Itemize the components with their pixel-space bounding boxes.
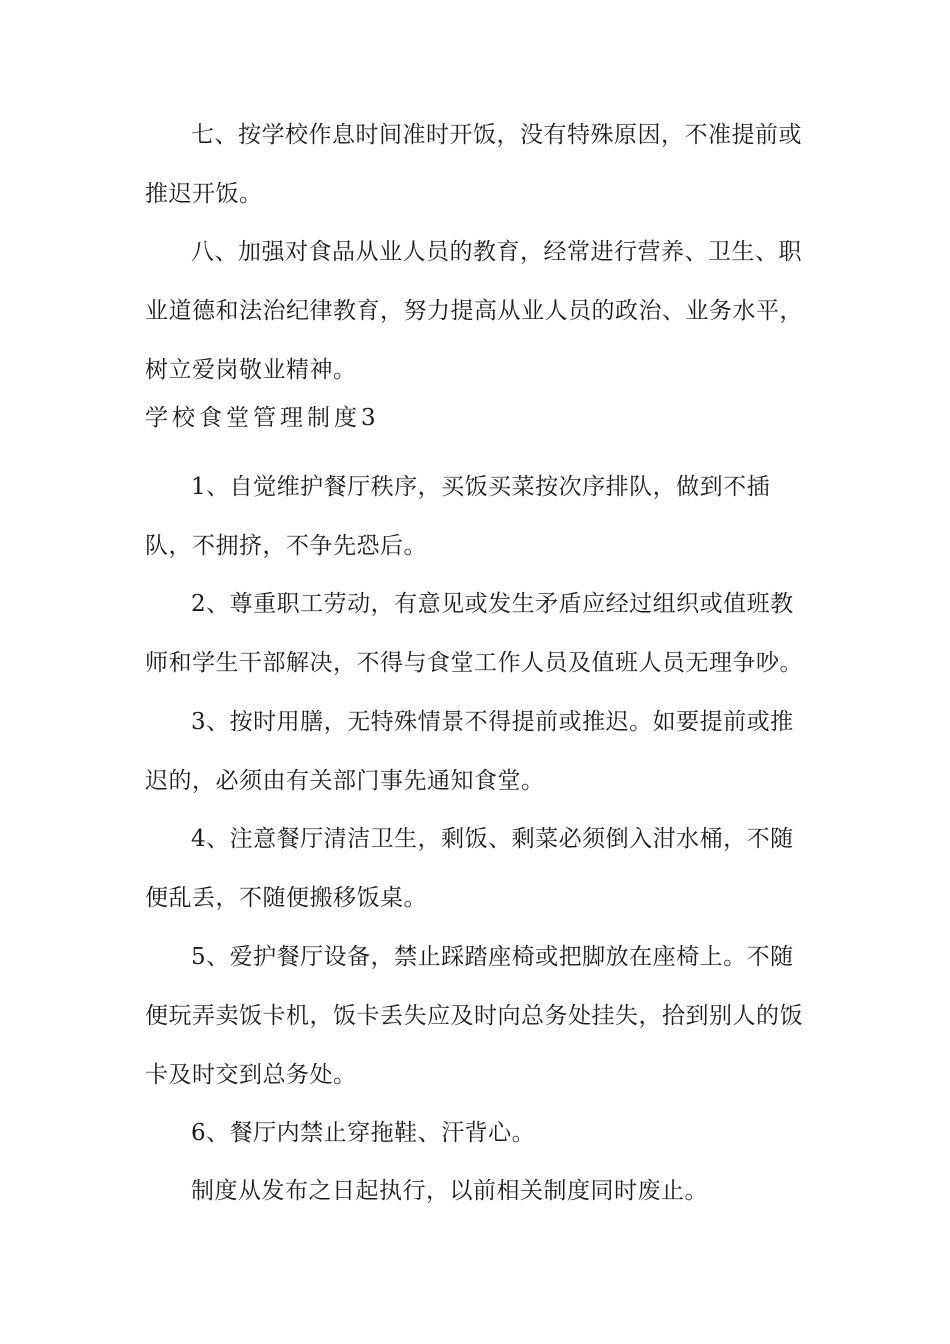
rule-item-3: 3、按时用膳，无特殊情景不得提前或推迟。如要提前或推迟的，必须由有关部门事先通知食堂。 xyxy=(145,709,794,794)
paragraph-eight: 八、加强对食品从业人员的教育，经常进行营养、卫生、职业道德和法治纪律教育，努力提高从业人员的政治、业务水平，树立爱岗敬业精神。 xyxy=(145,239,803,383)
rule-item-6: 6、餐厅内禁止穿拖鞋、汗背心。 xyxy=(191,1120,536,1146)
rule-item-5: 5、爱护餐厅设备，禁止踩踏座椅或把脚放在座椅上。不随便玩弄卖饭卡机，饭卡丢失应及时向总务处挂失，拾到别人的饭卡及时交到总务处。 xyxy=(145,944,803,1088)
closing-statement: 制度从发布之日起执行，以前相关制度同时废止。 xyxy=(191,1178,708,1204)
rule-item-4: 4、注意餐厅清洁卫生，剩饭、剩菜必须倒入泔水桶，不随便乱丢，不随便搬移饭桌。 xyxy=(145,826,794,911)
section-title: 学校食堂管理制度3 xyxy=(145,405,380,431)
rule-item-1: 1、自觉维护餐厅秩序，买饭买菜按次序排队，做到不插队，不拥挤，不争先恐后。 xyxy=(145,474,771,559)
paragraph-seven: 七、按学校作息时间准时开饭，没有特殊原因，不准提前或推迟开饭。 xyxy=(145,122,802,207)
rule-item-2: 2、尊重职工劳动，有意见或发生矛盾应经过组织或值班教师和学生干部解决，不得与食堂工作人员及值班人员无理争吵。 xyxy=(145,591,803,676)
